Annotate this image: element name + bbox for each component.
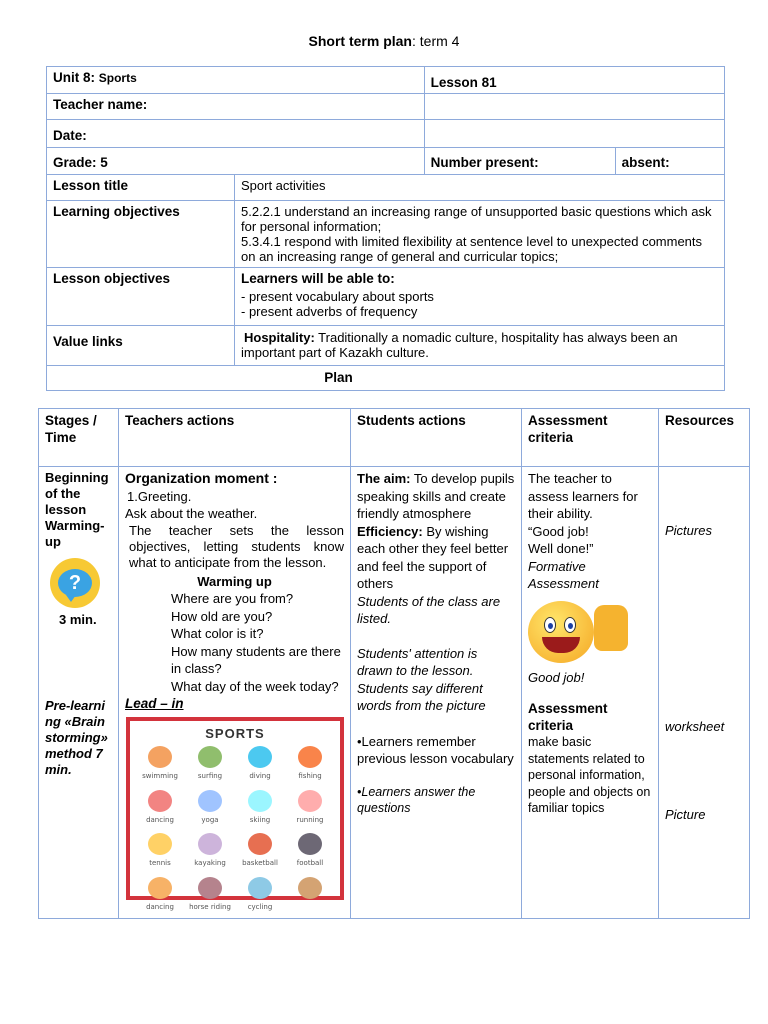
poster-item-label: running: [296, 815, 324, 824]
assessment-cell: [522, 467, 659, 919]
lesson-info-table: [46, 66, 725, 391]
sport-picture-icon: [198, 877, 222, 899]
poster-item: [286, 875, 334, 917]
value-links-text: Traditionally a nomadic culture, hospitality has always been an important part of Kazakh culture.: [241, 330, 678, 360]
lesson-objective-item: - present vocabulary about sports: [241, 289, 434, 304]
students-actions-cell: [351, 467, 522, 919]
poster-item: [186, 875, 234, 917]
number-present: Number present:: [424, 148, 615, 175]
poster-item: [136, 831, 184, 873]
learning-objectives: [235, 201, 725, 268]
sport-picture-icon: [298, 790, 322, 812]
grade: Grade: 5: [47, 148, 425, 175]
sport-picture-icon: [248, 877, 272, 899]
efficiency: [357, 523, 515, 593]
stages-cell: [39, 467, 119, 919]
poster-item-label: dancing: [146, 902, 174, 911]
teachers-actions-cell: [119, 467, 351, 919]
class-listed: Students of the class are listed.: [357, 593, 501, 626]
criteria-title: Assessment criteria: [528, 701, 608, 733]
resources-cell: [659, 467, 750, 919]
resource-picture: Picture: [665, 807, 706, 822]
poster-item-label: dancing: [146, 815, 174, 824]
value-links: [235, 326, 725, 366]
poster-item-label: tennis: [149, 859, 171, 867]
poster-grid: [130, 742, 340, 918]
efficiency-text: By wishing each other they feel better and feel the support of others: [357, 523, 509, 591]
assessment-text: The teacher to assess learners for their ability.: [528, 471, 638, 521]
poster-item: [286, 744, 334, 786]
header-assessment-criteria: Assessment criteria: [522, 409, 659, 467]
sport-picture-icon: [198, 746, 222, 768]
document-title: [0, 33, 768, 49]
aim: [357, 470, 515, 523]
poster-item-label: cycling: [247, 902, 273, 911]
criteria-text: make basic statements related to personal information, people and objects on familiar topics: [528, 735, 651, 815]
poster-item-label: horse riding: [189, 902, 231, 911]
unit-value: Sports: [98, 71, 137, 85]
lesson-objectives-label: Lesson objectives: [47, 268, 235, 326]
greeting: 1.Greeting.: [127, 488, 192, 504]
smiley-thumbs-up-icon: [528, 601, 638, 663]
sport-picture-icon: [298, 833, 322, 855]
poster-item: [186, 831, 234, 873]
poster-item-label: swimming: [142, 772, 178, 780]
remember-text: •Learners remember previous lesson vocabulary: [357, 733, 514, 766]
lesson-objective-item: - present adverbs of frequency: [241, 304, 418, 319]
sport-picture-icon: [198, 833, 222, 855]
absent: absent:: [615, 148, 724, 175]
stage-time: 3 min.: [59, 612, 97, 627]
sport-picture-icon: [148, 790, 172, 812]
value-links-label: Value links: [47, 326, 235, 366]
weather: Ask about the weather.: [125, 506, 258, 521]
poster-item: [236, 831, 284, 873]
teacher-name: Teacher name:: [47, 94, 425, 120]
poster-item-label: kayaking: [194, 859, 226, 867]
sport-picture-icon: [248, 790, 272, 812]
resource-pictures: Pictures: [665, 523, 712, 538]
date-value: [424, 120, 724, 148]
stage-warmup: Beginning of the lesson Warming-up: [45, 470, 109, 549]
poster-item: [236, 875, 284, 917]
resource-worksheet: worksheet: [665, 718, 725, 734]
objective-item: 5.2.2.1 understand an increasing range of unsupported basic questions which ask for personal information;: [241, 204, 712, 234]
title-rest: : term 4: [412, 33, 460, 49]
poster-item-label: surfing: [197, 772, 223, 780]
poster-title: SPORTS: [205, 725, 265, 741]
lesson-objectives-head: Learners will be able to:: [241, 271, 395, 286]
sport-picture-icon: [298, 746, 322, 768]
header-teachers-actions: Teachers actions: [119, 409, 351, 467]
lead-in: Lead – in: [125, 696, 184, 711]
sports-poster: [126, 717, 344, 911]
aim-text: To develop pupils speaking skills and create friendly atmosphere: [357, 471, 515, 521]
poster-item: [236, 788, 284, 830]
date-label: Date:: [47, 120, 425, 148]
warming-up-title: Warming up: [197, 573, 272, 589]
value-links-bold: Hospitality:: [244, 330, 315, 345]
org-moment-title: Organization moment :: [125, 470, 278, 486]
poster-item: [136, 788, 184, 830]
poster-item: [186, 788, 234, 830]
sport-picture-icon: [148, 833, 172, 855]
plan-table: [38, 408, 750, 919]
sport-picture-icon: [248, 833, 272, 855]
poster-item: [186, 744, 234, 786]
teacher-name-value: [424, 94, 724, 120]
poster-item: [136, 875, 184, 917]
unit-label: Unit 8:: [53, 70, 99, 85]
question-item: How old are you?: [171, 608, 273, 624]
attention-text: Students' attention is drawn to the lesson. Students say different words from the picture: [357, 645, 486, 713]
lesson-objectives: [235, 268, 725, 326]
learning-objectives-label: Learning objectives: [47, 201, 235, 268]
good-job-quote: “Good job!: [528, 523, 589, 539]
question-item: What color is it?: [171, 626, 264, 641]
question-item: What day of the week today?: [171, 678, 339, 694]
poster-item: [236, 744, 284, 786]
lesson-title-label: Lesson title: [47, 175, 235, 201]
poster-item-label: diving: [249, 772, 271, 780]
good-job-label: Good job!: [528, 669, 585, 685]
sport-picture-icon: [148, 746, 172, 768]
question-icon: ?: [50, 558, 100, 608]
well-done-quote: Well done!”: [528, 541, 594, 556]
question-item: Where are you from?: [171, 591, 294, 606]
header-resources: Resources: [659, 409, 750, 467]
objective-item: 5.3.4.1 respond with limited flexibility at sentence level to unexpected comments on an increasing range of general and curricular topics;: [241, 234, 703, 264]
sport-picture-icon: [298, 877, 322, 899]
poster-item-label: fishing: [298, 772, 322, 780]
answer-text: •Learners answer the questions: [357, 784, 476, 815]
header-stages: Stages / Time: [39, 409, 119, 467]
header-students-actions: Students actions: [351, 409, 522, 467]
sport-picture-icon: [198, 790, 222, 812]
question-item: How many students are there in class?: [171, 643, 341, 676]
poster-item-label: yoga: [201, 815, 219, 824]
poster-item: [286, 831, 334, 873]
title-bold: Short term plan: [308, 33, 412, 49]
poster-item-label: football: [296, 859, 324, 867]
lesson-title-value: Sport activities: [235, 175, 725, 201]
poster-item: [136, 744, 184, 786]
plan-heading: Plan: [47, 366, 725, 391]
poster-item-label: basketball: [242, 859, 278, 867]
lesson-number: Lesson 81: [424, 67, 724, 94]
sport-picture-icon: [248, 746, 272, 768]
formative-assessment: Formative Assessment: [528, 558, 599, 591]
stage-prelearning: Pre-learning «Brainstorming» method 7 min.: [45, 698, 108, 777]
sport-picture-icon: [148, 877, 172, 899]
poster-item-label: skiing: [249, 815, 271, 824]
aim-label: The aim:: [357, 471, 411, 486]
poster-item: [286, 788, 334, 830]
efficiency-label: Efficiency:: [357, 523, 423, 539]
objectives-text: The teacher sets the lesson objectives, letting students know what to anticipate from the lesson.: [129, 522, 344, 570]
